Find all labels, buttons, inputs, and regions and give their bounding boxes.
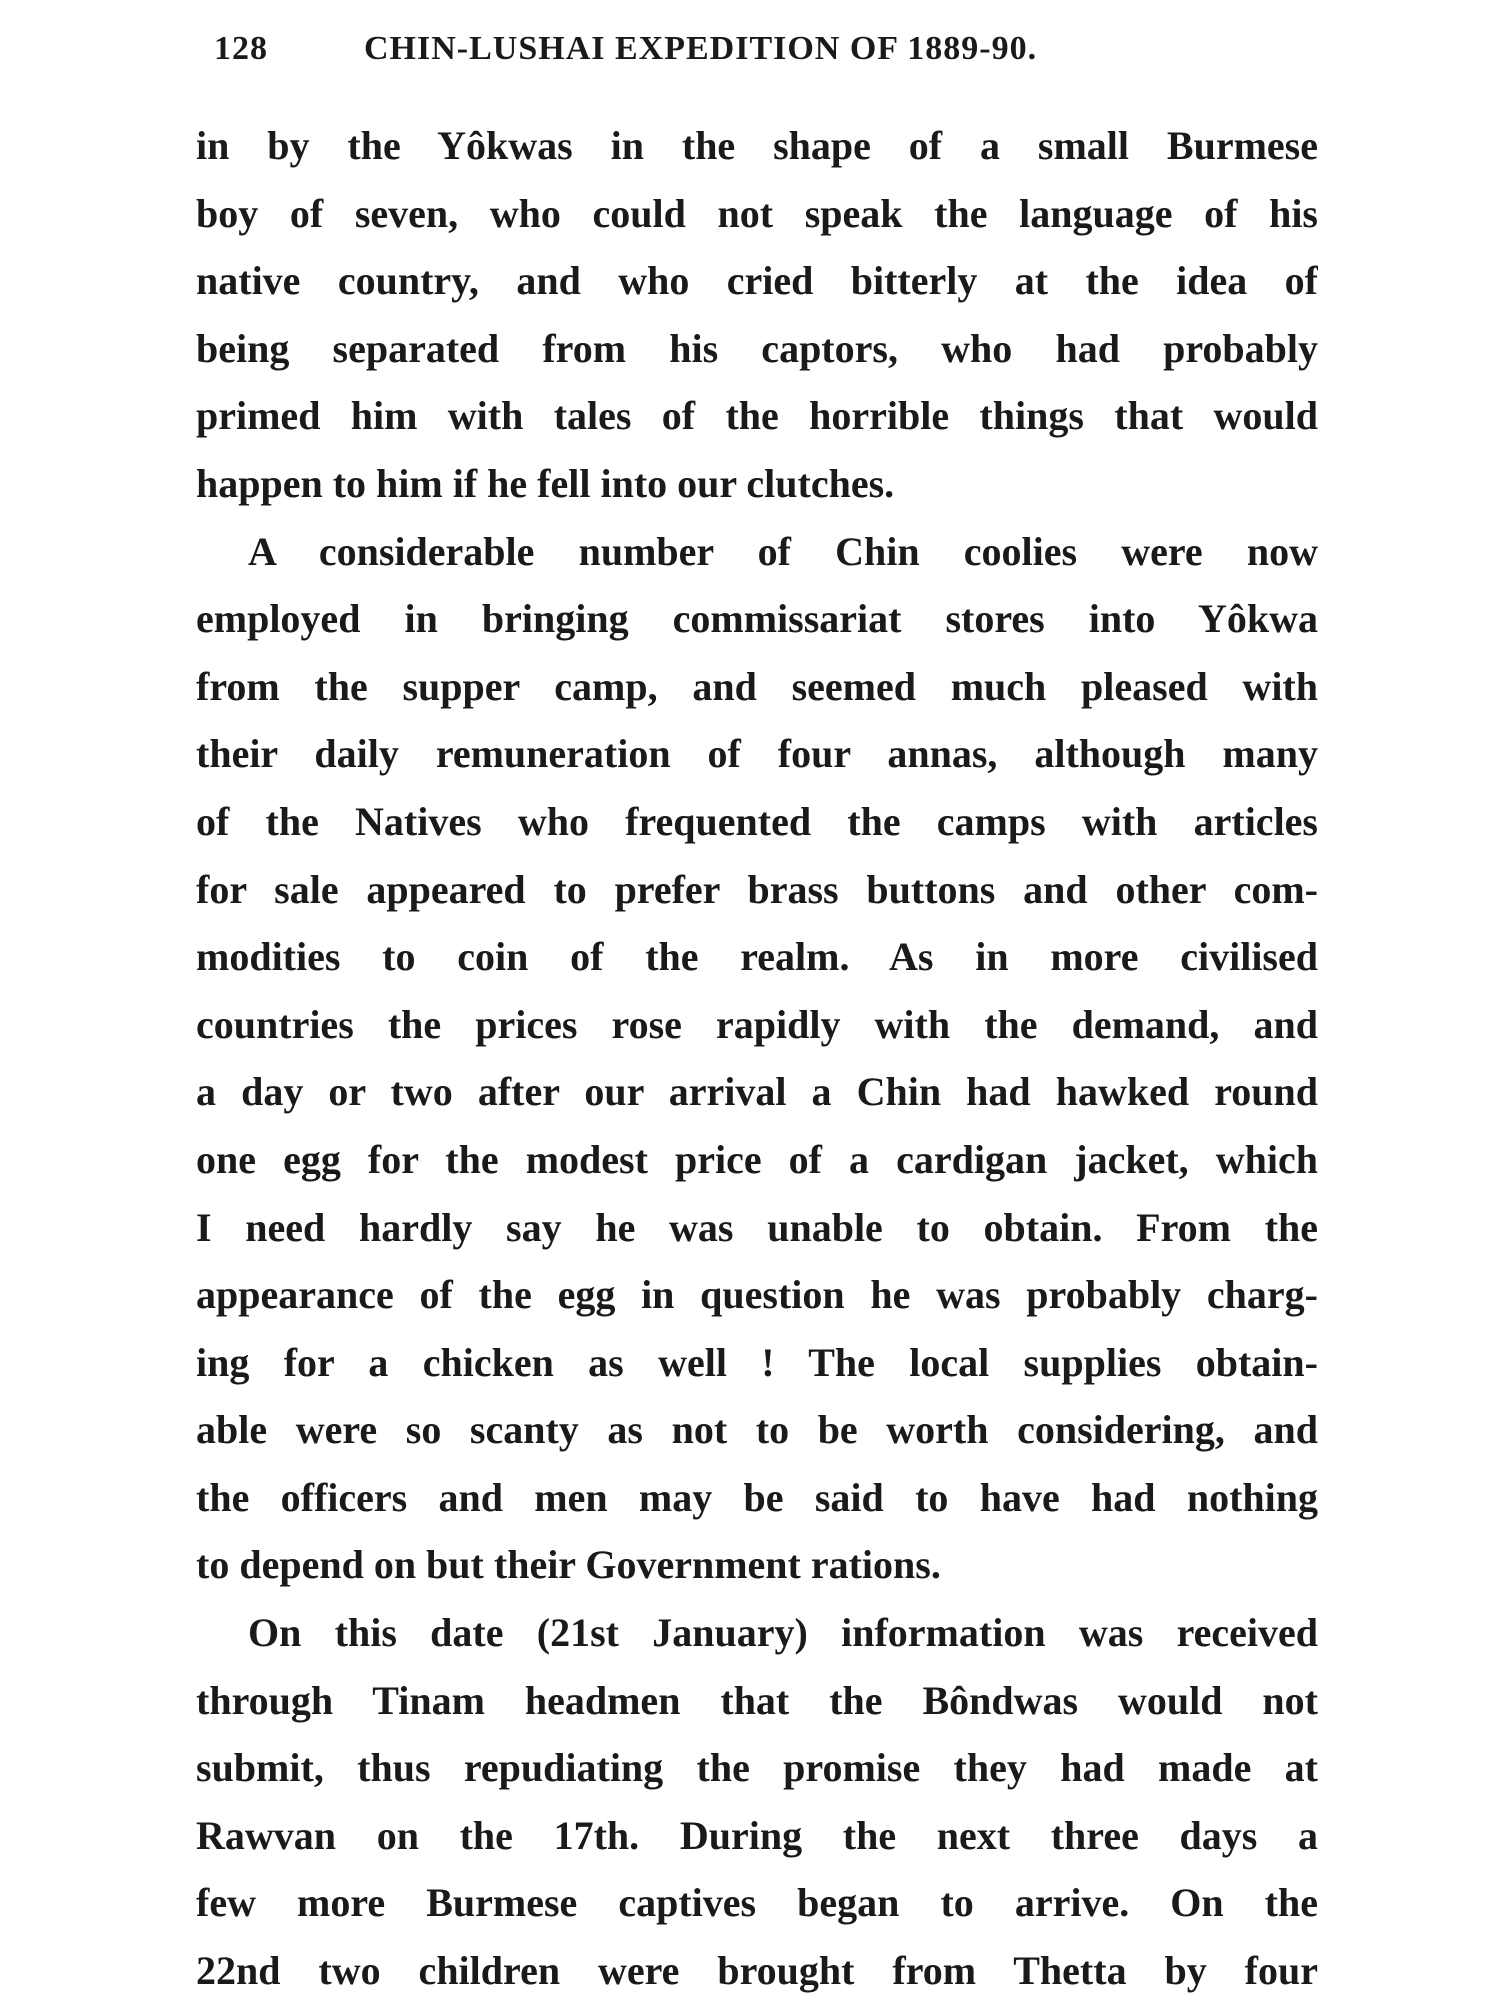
text-line: On this date (21st January) information was received [248,1610,1318,1656]
text-line: their daily remuneration of four annas, although many [196,731,1318,777]
text-line: employed in bringing commissariat stores into Yôkwa [196,596,1318,642]
running-head [214,24,1174,74]
text-line: boy of seven, who could not speak the language of his [196,190,1318,236]
text-line: I need hardly say he was unable to obtain. From the [196,1204,1318,1250]
text-line: one egg for the modest price of a cardigan jacket, which [196,1136,1318,1182]
text-line: being separated from his captors, who had probably [196,325,1318,371]
body-text [196,112,1318,2005]
text-line: through Tinam headmen that the Bôndwas would not [196,1677,1318,1723]
text-line: countries the prices rose rapidly with the demand, and [196,1001,1318,1047]
text-line: happen to him if he fell into our clutches. [196,460,895,506]
text-line: submit, thus repudiating the promise they had made at [196,1745,1318,1791]
text-line: from the supper camp, and seemed much pleased with [196,663,1318,709]
text-line: primed him with tales of the horrible things that would [196,393,1318,439]
text-line: a day or two after our arrival a Chin had hawked round [196,1069,1318,1115]
text-line: of the Natives who frequented the camps with articles [196,798,1318,844]
text-line: A considerable number of Chin coolies were now [248,528,1318,574]
running-title: CHIN-LUSHAI EXPEDITION OF 1889-90. [364,30,1038,67]
text-line: the officers and men may be said to have had nothing [196,1474,1318,1520]
text-line: for sale appeared to prefer brass buttons and other com- [196,866,1318,912]
text-line: appearance of the egg in question he was probably charg- [196,1272,1318,1318]
paragraph-2 [196,518,1318,1600]
text-line: to depend on but their Government rations. [196,1542,941,1588]
text-line: modities to coin of the realm. As in more civilised [196,934,1318,980]
text-line: native country, and who cried bitterly at the idea of [196,258,1318,304]
text-line: in by the Yôkwas in the shape of a small Burmese [196,123,1318,168]
paragraph-3 [196,1599,1318,2005]
text-line: Rawvan on the 17th. During the next three days a [196,1812,1318,1858]
paragraph-1 [196,112,1318,518]
text-line: ing for a chicken as well ! The local supplies obtain- [196,1339,1318,1385]
text-line: able were so scanty as not to be worth considering, and [196,1407,1318,1453]
text-line: 22nd two children were brought from Thetta by four [196,1948,1318,1994]
text-line: few more Burmese captives began to arrive. On the [196,1880,1318,1926]
page-number: 128 [214,30,268,67]
